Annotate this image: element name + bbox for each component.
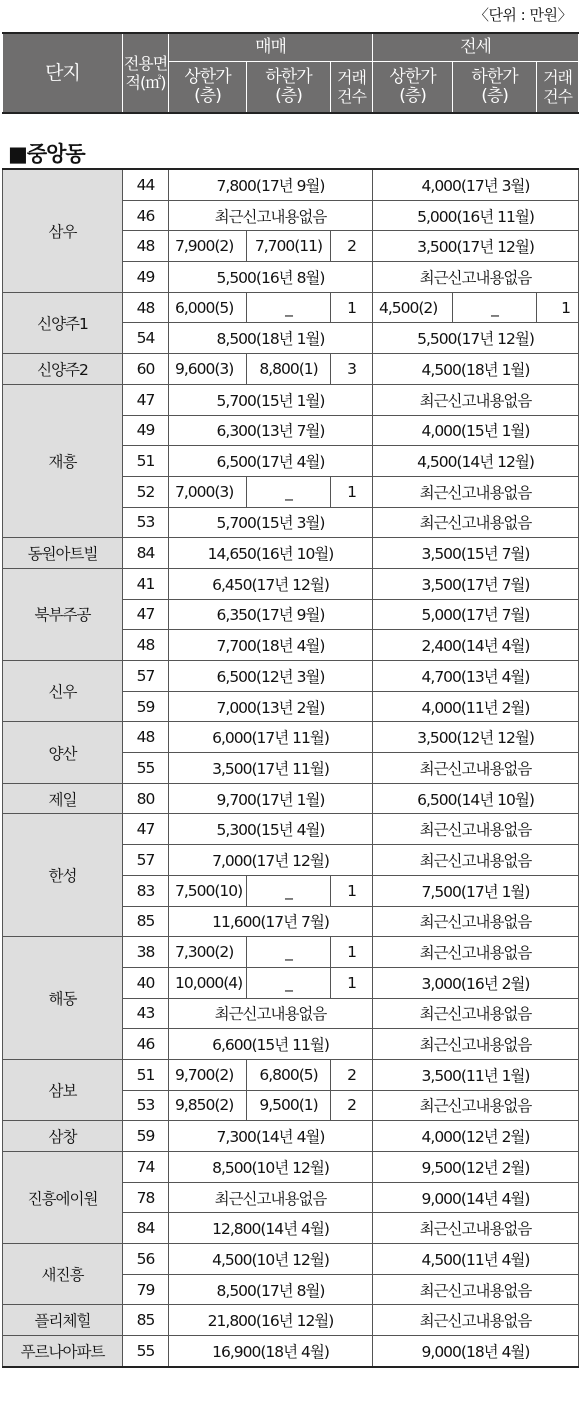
sale-count-cell: 3 (331, 354, 373, 385)
area-cell: 38 (123, 937, 169, 968)
area-cell: 48 (123, 630, 169, 661)
lease-merged-cell: 3,500(17년 7월) (373, 568, 579, 599)
area-cell: 46 (123, 1029, 169, 1060)
area-cell: 51 (123, 1059, 169, 1090)
lease-lower-cell: _ (453, 292, 537, 323)
sale-lower-cell: 7,700(11) (247, 231, 331, 262)
header-sale-lower: 하한가(층) (247, 61, 331, 113)
complex-name-cell: 진흥에이원 (3, 1152, 123, 1244)
sale-lower-cell: _ (247, 967, 331, 998)
lease-merged-cell: 4,000(17년 3월) (373, 169, 579, 200)
sale-merged-cell: 7,000(13년 2월) (169, 691, 373, 722)
lease-merged-cell: 5,000(17년 7월) (373, 599, 579, 630)
sale-merged-cell: 7,700(18년 4월) (169, 630, 373, 661)
lease-merged-cell: 5,000(16년 11월) (373, 200, 579, 231)
sale-merged-cell: 7,800(17년 9월) (169, 169, 373, 200)
sale-merged-cell: 최근신고내용없음 (169, 1182, 373, 1213)
area-cell: 57 (123, 661, 169, 692)
sale-merged-cell: 5,500(16년 8월) (169, 262, 373, 293)
lease-merged-cell: 4,000(15년 1월) (373, 415, 579, 446)
lease-merged-cell: 최근신고내용없음 (373, 753, 579, 784)
sale-upper-cell: 9,850(2) (169, 1090, 247, 1121)
complex-name-cell: 북부주공 (3, 568, 123, 660)
lease-merged-cell: 최근신고내용없음 (373, 937, 579, 968)
area-cell: 44 (123, 169, 169, 200)
sale-lower-cell: _ (247, 937, 331, 968)
table-row (3, 384, 579, 415)
area-cell: 41 (123, 568, 169, 599)
complex-name-cell: 삼우 (3, 169, 123, 292)
area-cell: 83 (123, 875, 169, 906)
table-row (3, 1336, 579, 1367)
area-cell: 85 (123, 1305, 169, 1336)
price-table (2, 168, 579, 1368)
price-table-body (3, 169, 579, 1367)
complex-name-cell: 새진흥 (3, 1244, 123, 1305)
sale-merged-cell: 6,350(17년 9월) (169, 599, 373, 630)
sale-lower-cell: _ (247, 292, 331, 323)
lease-merged-cell: 최근신고내용없음 (373, 1305, 579, 1336)
area-cell: 48 (123, 722, 169, 753)
table-row (3, 1244, 579, 1275)
table-row (3, 722, 579, 753)
lease-count-cell: 1 (537, 292, 579, 323)
area-cell: 51 (123, 446, 169, 477)
complex-name-cell: 삼창 (3, 1121, 123, 1152)
sale-merged-cell: 3,500(17년 11월) (169, 753, 373, 784)
area-cell: 55 (123, 1336, 169, 1367)
sale-merged-cell: 6,500(17년 4월) (169, 446, 373, 477)
sale-merged-cell: 최근신고내용없음 (169, 998, 373, 1029)
area-cell: 47 (123, 599, 169, 630)
complex-name-cell: 신우 (3, 661, 123, 722)
lease-merged-cell: 9,000(14년 4월) (373, 1182, 579, 1213)
area-cell: 43 (123, 998, 169, 1029)
area-cell: 53 (123, 1090, 169, 1121)
sale-merged-cell: 5,700(15년 3월) (169, 507, 373, 538)
area-cell: 84 (123, 538, 169, 569)
sale-merged-cell: 5,700(15년 1월) (169, 384, 373, 415)
sale-count-cell: 1 (331, 937, 373, 968)
sale-upper-cell: 9,700(2) (169, 1059, 247, 1090)
sale-lower-cell: 6,800(5) (247, 1059, 331, 1090)
area-cell: 85 (123, 906, 169, 937)
area-cell: 49 (123, 415, 169, 446)
sale-lower-cell: _ (247, 476, 331, 507)
header-complex: 단지 (3, 33, 123, 113)
lease-merged-cell: 2,400(14년 4월) (373, 630, 579, 661)
area-cell: 47 (123, 814, 169, 845)
lease-merged-cell: 최근신고내용없음 (373, 507, 579, 538)
area-cell: 53 (123, 507, 169, 538)
sale-lower-cell: _ (247, 875, 331, 906)
lease-merged-cell: 4,000(12년 2월) (373, 1121, 579, 1152)
sale-merged-cell: 7,000(17년 12월) (169, 845, 373, 876)
lease-merged-cell: 최근신고내용없음 (373, 814, 579, 845)
sale-count-cell: 1 (331, 875, 373, 906)
sale-merged-cell: 4,500(10년 12월) (169, 1244, 373, 1275)
table-row (3, 568, 579, 599)
complex-name-cell: 해동 (3, 937, 123, 1060)
lease-merged-cell: 7,500(17년 1월) (373, 875, 579, 906)
sale-lower-cell: 9,500(1) (247, 1090, 331, 1121)
table-row (3, 1152, 579, 1183)
lease-merged-cell: 3,000(16년 2월) (373, 967, 579, 998)
area-cell: 84 (123, 1213, 169, 1244)
complex-name-cell: 삼보 (3, 1059, 123, 1120)
lease-merged-cell: 6,500(14년 10월) (373, 783, 579, 814)
table-header (2, 32, 579, 114)
sale-upper-cell: 9,600(3) (169, 354, 247, 385)
sale-merged-cell: 8,500(18년 1월) (169, 323, 373, 354)
lease-merged-cell: 최근신고내용없음 (373, 262, 579, 293)
complex-name-cell: 양산 (3, 722, 123, 783)
table-row (3, 1121, 579, 1152)
sale-merged-cell: 최근신고내용없음 (169, 200, 373, 231)
table-row (3, 538, 579, 569)
lease-merged-cell: 4,500(14년 12월) (373, 446, 579, 477)
unit-note: 〈단위 : 만원〉 (473, 6, 572, 24)
area-cell: 47 (123, 384, 169, 415)
lease-merged-cell: 4,700(13년 4월) (373, 661, 579, 692)
sale-merged-cell: 6,500(12년 3월) (169, 661, 373, 692)
sale-merged-cell: 6,000(17년 11월) (169, 722, 373, 753)
complex-name-cell: 푸르나아파트 (3, 1336, 123, 1367)
table-row (3, 169, 579, 200)
lease-merged-cell: 최근신고내용없음 (373, 1213, 579, 1244)
area-cell: 48 (123, 292, 169, 323)
area-cell: 54 (123, 323, 169, 354)
complex-name-cell: 제일 (3, 783, 123, 814)
lease-merged-cell: 3,500(12년 12월) (373, 722, 579, 753)
area-cell: 49 (123, 262, 169, 293)
area-cell: 74 (123, 1152, 169, 1183)
area-cell: 40 (123, 967, 169, 998)
table-row (3, 937, 579, 968)
complex-name-cell: 한성 (3, 814, 123, 937)
sale-upper-cell: 10,000(4) (169, 967, 247, 998)
lease-merged-cell: 최근신고내용없음 (373, 476, 579, 507)
complex-name-cell: 플리체힐 (3, 1305, 123, 1336)
lease-merged-cell: 최근신고내용없음 (373, 1029, 579, 1060)
sale-merged-cell: 8,500(10년 12월) (169, 1152, 373, 1183)
area-cell: 60 (123, 354, 169, 385)
area-cell: 59 (123, 1121, 169, 1152)
sale-merged-cell: 6,450(17년 12월) (169, 568, 373, 599)
area-cell: 52 (123, 476, 169, 507)
area-cell: 48 (123, 231, 169, 262)
sale-upper-cell: 7,900(2) (169, 231, 247, 262)
area-cell: 55 (123, 753, 169, 784)
sale-merged-cell: 16,900(18년 4월) (169, 1336, 373, 1367)
table-row (3, 814, 579, 845)
area-cell: 79 (123, 1274, 169, 1305)
area-cell: 56 (123, 1244, 169, 1275)
sale-merged-cell: 21,800(16년 12월) (169, 1305, 373, 1336)
lease-merged-cell: 4,500(18년 1월) (373, 354, 579, 385)
table-row (3, 292, 579, 323)
area-cell: 78 (123, 1182, 169, 1213)
complex-name-cell: 신양주1 (3, 292, 123, 353)
lease-merged-cell: 최근신고내용없음 (373, 906, 579, 937)
table-row (3, 354, 579, 385)
lease-merged-cell: 최근신고내용없음 (373, 384, 579, 415)
sale-count-cell: 2 (331, 1090, 373, 1121)
header-sale-count: 거래건수 (331, 61, 373, 113)
area-cell: 59 (123, 691, 169, 722)
lease-merged-cell: 최근신고내용없음 (373, 998, 579, 1029)
header-sale: 매매 (169, 33, 373, 61)
header-area: 전용면적(㎡) (123, 33, 169, 113)
header-lease-lower: 하한가(층) (453, 61, 537, 113)
lease-merged-cell: 3,500(17년 12월) (373, 231, 579, 262)
sale-upper-cell: 7,000(3) (169, 476, 247, 507)
sale-upper-cell: 7,300(2) (169, 937, 247, 968)
lease-merged-cell: 9,500(12년 2월) (373, 1152, 579, 1183)
section-title: ■중앙동 (8, 142, 85, 166)
lease-upper-cell: 4,500(2) (373, 292, 453, 323)
table-row (3, 1059, 579, 1090)
sale-merged-cell: 8,500(17년 8월) (169, 1274, 373, 1305)
sale-count-cell: 2 (331, 231, 373, 262)
sale-merged-cell: 9,700(17년 1월) (169, 783, 373, 814)
sale-merged-cell: 5,300(15년 4월) (169, 814, 373, 845)
lease-merged-cell: 5,500(17년 12월) (373, 323, 579, 354)
sale-merged-cell: 7,300(14년 4월) (169, 1121, 373, 1152)
sale-merged-cell: 11,600(17년 7월) (169, 906, 373, 937)
sale-merged-cell: 14,650(16년 10월) (169, 538, 373, 569)
sale-count-cell: 1 (331, 476, 373, 507)
header-lease-upper: 상한가(층) (373, 61, 453, 113)
lease-merged-cell: 최근신고내용없음 (373, 845, 579, 876)
sale-count-cell: 1 (331, 292, 373, 323)
complex-name-cell: 재흥 (3, 384, 123, 537)
lease-merged-cell: 최근신고내용없음 (373, 1274, 579, 1305)
sale-upper-cell: 7,500(10) (169, 875, 247, 906)
header-lease: 전세 (373, 33, 579, 61)
sale-merged-cell: 6,300(13년 7월) (169, 415, 373, 446)
area-cell: 80 (123, 783, 169, 814)
sale-merged-cell: 12,800(14년 4월) (169, 1213, 373, 1244)
area-cell: 46 (123, 200, 169, 231)
area-cell: 57 (123, 845, 169, 876)
sale-merged-cell: 6,600(15년 11월) (169, 1029, 373, 1060)
lease-merged-cell: 4,500(11년 4월) (373, 1244, 579, 1275)
lease-merged-cell: 3,500(15년 7월) (373, 538, 579, 569)
sale-count-cell: 1 (331, 967, 373, 998)
lease-merged-cell: 9,000(18년 4월) (373, 1336, 579, 1367)
complex-name-cell: 신양주2 (3, 354, 123, 385)
sale-lower-cell: 8,800(1) (247, 354, 331, 385)
header-lease-count: 거래건수 (537, 61, 579, 113)
header-sale-upper: 상한가(층) (169, 61, 247, 113)
sale-count-cell: 2 (331, 1059, 373, 1090)
table-row (3, 661, 579, 692)
sale-upper-cell: 6,000(5) (169, 292, 247, 323)
lease-merged-cell: 4,000(11년 2월) (373, 691, 579, 722)
lease-merged-cell: 최근신고내용없음 (373, 1090, 579, 1121)
complex-name-cell: 동원아트빌 (3, 538, 123, 569)
table-row (3, 1305, 579, 1336)
table-row (3, 783, 579, 814)
lease-merged-cell: 3,500(11년 1월) (373, 1059, 579, 1090)
